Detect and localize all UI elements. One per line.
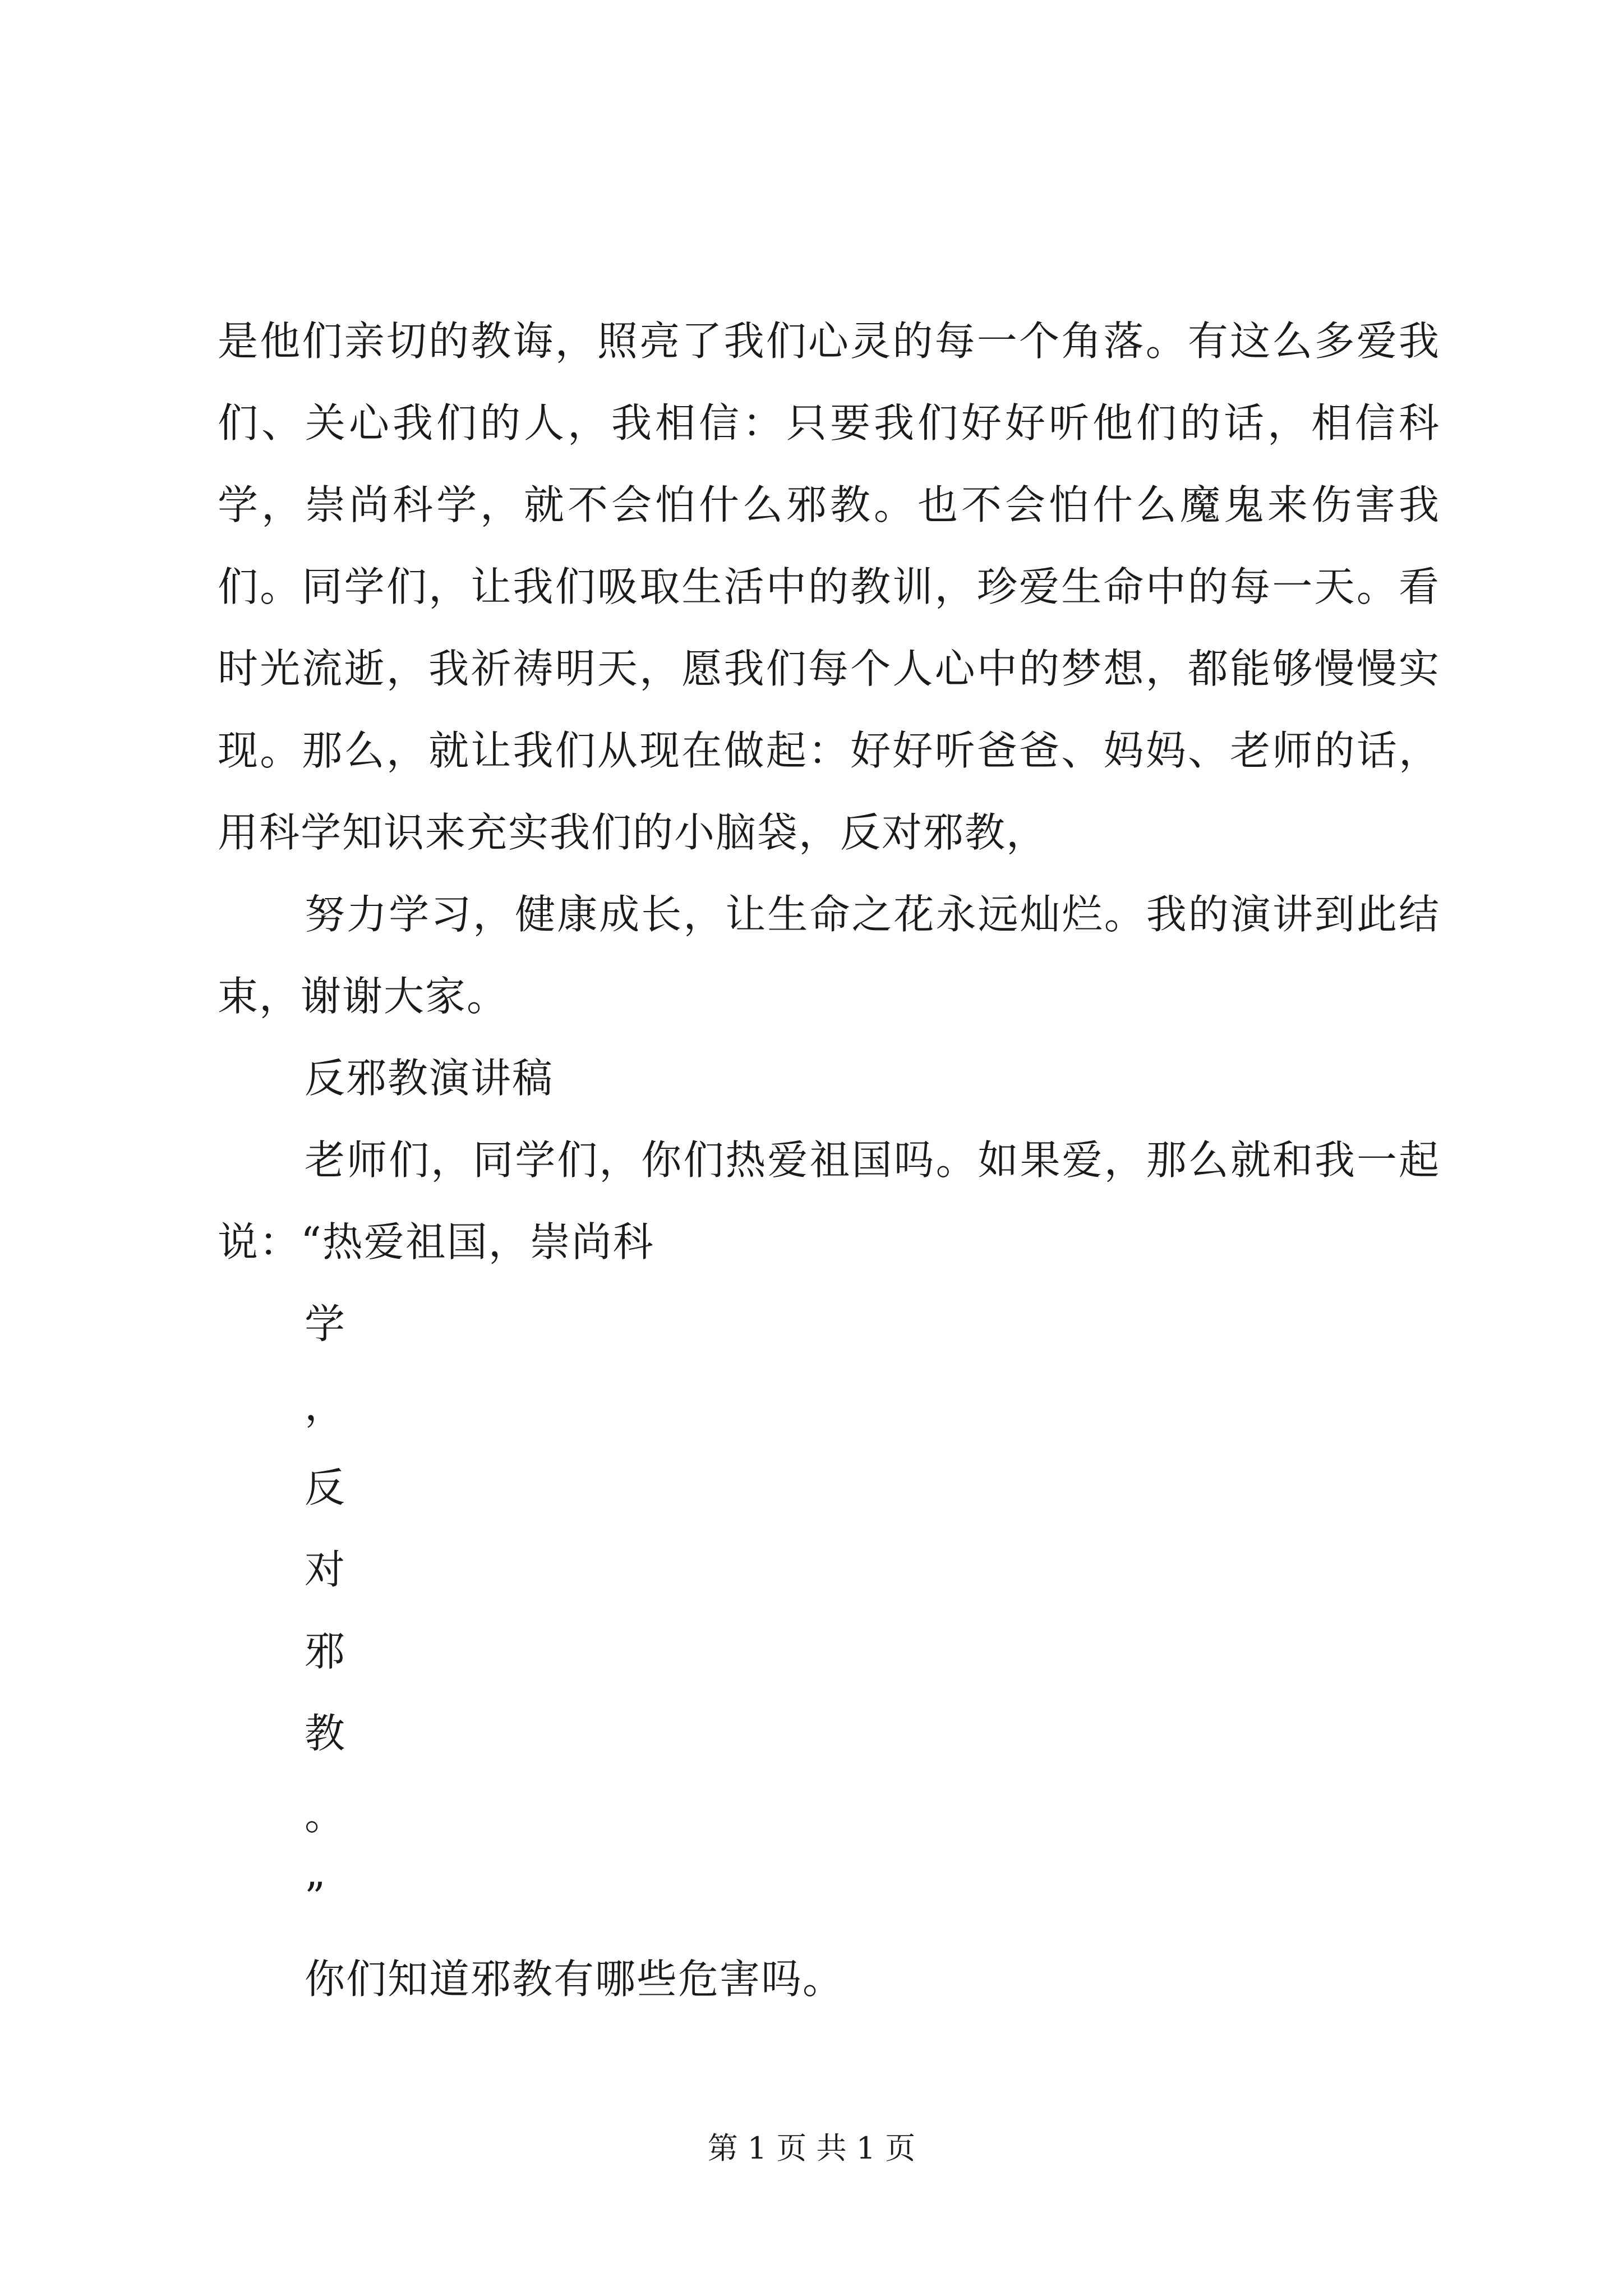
vertical-char: 教 [305, 1710, 345, 1757]
vertical-char: ” [305, 1874, 325, 1921]
vertical-char: 邪 [305, 1628, 345, 1675]
vertical-char: 对 [305, 1546, 345, 1593]
section-title: 反邪教演讲稿 [305, 1055, 554, 1102]
paragraph-2: 努力学习，健康成长，让生命之花永远灿烂。我的演讲到此结束，谢谢大家。 [218, 891, 1440, 1020]
closing-paragraph: 你们知道邪教有哪些危害吗。 [305, 1955, 845, 2003]
paragraph-3: 老师们，同学们，你们热爱祖国吗。如果爱，那么就和我一起说：“热爱祖国，崇尚科 [218, 1137, 1440, 1266]
vertical-char: 。 [305, 1792, 345, 1839]
vertical-char: 学 [305, 1300, 345, 1347]
vertical-char-column [218, 1283, 1440, 1938]
paragraph-1: 是他们亲切的教诲，照亮了我们心灵的每一个角落。有这么多爱我们、关心我们的人，我相信：只要我们好好听他们的话，相信科学，崇尚科学，就不会怕什么邪教。也不会怕什么魔鬼来伤害我们。同学们，让我们吸取生活中的教训，珍爱生命中的每一天。看时光流逝，我祈祷明天，愿我们每个人心中的梦想，都能够慢慢实现。那么，就让我们从现在做起：好好听爸爸、妈妈、老师的话，用科学知识来充实我们的小脑袋，反对邪教， [218, 318, 1440, 856]
vertical-char: 反 [305, 1464, 345, 1511]
vertical-char: ， [305, 1382, 345, 1429]
page-footer: 第 1 页 共 1 页 [707, 2131, 916, 2166]
document-body [218, 300, 1440, 2020]
